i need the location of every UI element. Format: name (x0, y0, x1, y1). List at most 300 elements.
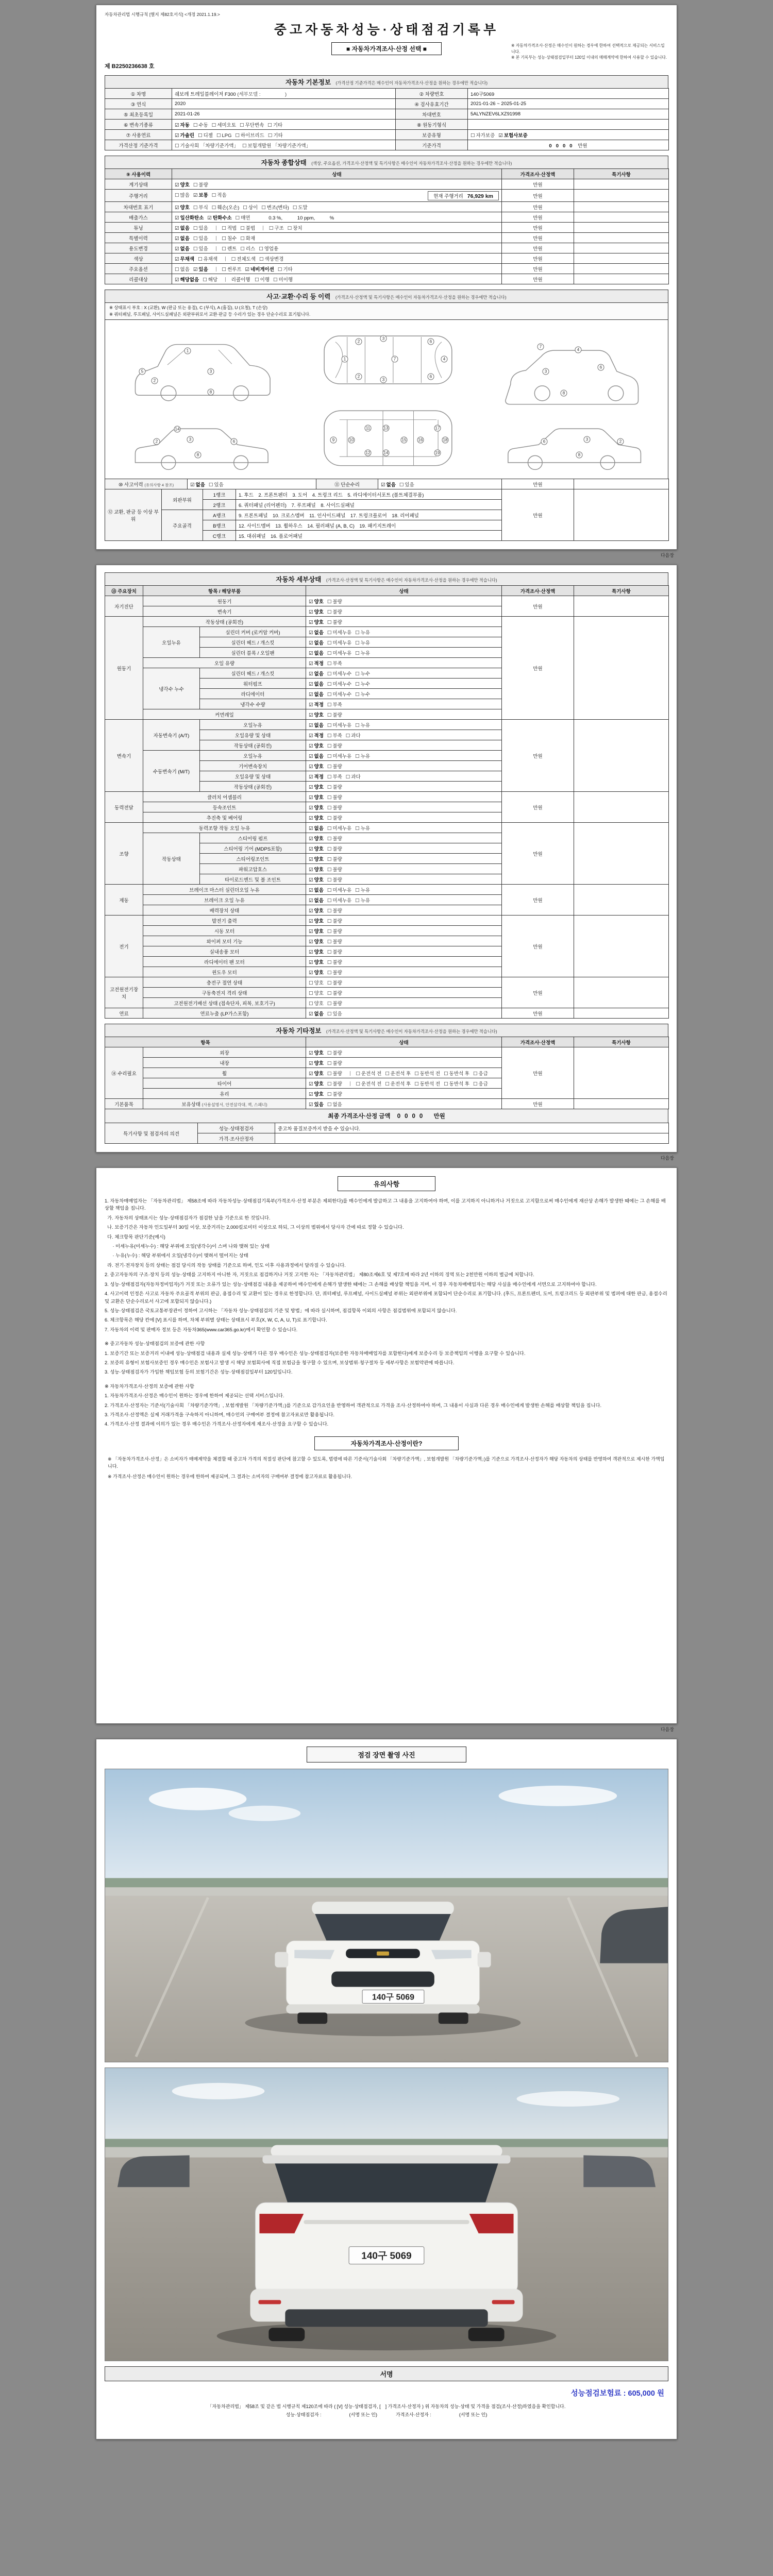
checkbox-checked[interactable]: ☑ 적정 (309, 702, 324, 708)
divider (225, 257, 226, 261)
panel-number-7: 7 (392, 356, 398, 363)
notice-line: 라. 전기·전자장치 등의 상태는 점검 당시의 작동 상태를 기준으로 하며, 인도 이후 사용과정에서 달라질 수 있습니다. (105, 1262, 346, 1268)
vin-mark-status (172, 202, 502, 212)
checkbox-unchecked[interactable]: ☐ 응급 (473, 1081, 488, 1087)
checkbox-checked[interactable]: ☑ 보통 (193, 192, 208, 198)
checkbox-unchecked[interactable]: ☐ 기타 (277, 266, 293, 273)
checkbox-unchecked[interactable]: ☐ 불량 (327, 856, 342, 862)
checkbox-checked[interactable]: ☑ 없음 (309, 671, 324, 677)
status-cell (306, 802, 502, 812)
engine-type-label: ⑧ 원동기형식 (396, 120, 468, 130)
checkbox-unchecked[interactable]: ☐ 미세누유 (327, 887, 352, 893)
checkbox-unchecked[interactable]: ☐ 부식 (193, 205, 208, 211)
status-cell (306, 679, 502, 689)
checkbox-unchecked[interactable]: ☐ 이행 (255, 277, 270, 283)
checkbox-unchecked[interactable]: ☐ 미세누유 (327, 630, 352, 636)
checkbox-unchecked[interactable]: ☐ 불량 (327, 939, 342, 945)
checkbox-unchecked[interactable]: ☐ 상이 (243, 205, 258, 211)
checkbox-checked[interactable]: ☑ 양호 (309, 949, 324, 955)
status-cell (306, 988, 502, 998)
checkbox-unchecked[interactable]: ☐ LPG (216, 132, 232, 139)
checkbox-unchecked[interactable]: ☐ 불량 (327, 805, 342, 811)
inspection-photo-rear (105, 2067, 668, 2361)
checkbox-unchecked[interactable]: ☐ 과다 (345, 774, 361, 780)
panel-number-6: 6 (231, 438, 238, 445)
checkbox-unchecked[interactable]: ☐ 렌트 (222, 246, 237, 252)
checkbox-unchecked[interactable]: ☐ 부족 (327, 660, 342, 667)
checkbox-unchecked[interactable]: ☐ 불량 (327, 836, 342, 842)
checkbox-checked[interactable]: ☑ 양호 (309, 1071, 324, 1077)
panel-number-1: 1 (184, 348, 191, 354)
panel-number-11: 11 (365, 425, 372, 432)
checkbox-unchecked[interactable]: ☐ 변조(변타) (261, 205, 289, 211)
notice-line: ※ 중고자동차 성능·상태점검의 보증에 관한 사항 (105, 1341, 205, 1347)
checkbox-unchecked[interactable]: ☐ 미세누수 (327, 671, 352, 677)
notice-line: · 미세누유(미세누수) : 해당 부위에 오일(냉각수)이 스며 나와 맺혀 있는 상태 (105, 1244, 270, 1249)
checkbox-checked[interactable]: ☑ 적정 (309, 660, 324, 667)
row-label: 브레이크 마스터 실린더오일 누유 (143, 885, 306, 895)
recall-sub-label: 리콜이행 (231, 277, 250, 283)
panel-number-3: 3 (208, 368, 214, 375)
header-notes (511, 43, 668, 61)
checkbox-checked[interactable]: ☑ 없음 (309, 887, 324, 893)
checkbox-checked[interactable]: ☑ 일산화탄소 (175, 215, 204, 221)
checkbox-unchecked[interactable]: ☐ 부족 (327, 733, 342, 739)
group-steering: 조향 (105, 823, 143, 885)
row-label: 추진축 및 베어링 (143, 812, 306, 823)
checkbox-unchecked[interactable]: ☐ 불량 (193, 182, 208, 188)
checkbox-unchecked[interactable]: ☐ 훼손(오손) (211, 205, 240, 211)
checkbox-unchecked[interactable]: ☐ 누유 (355, 753, 371, 759)
checkbox-unchecked[interactable]: ☐ 누유 (355, 897, 371, 904)
panel-number-14: 14 (174, 426, 181, 433)
checkbox-unchecked[interactable]: ☐ 동반석 후 (444, 1071, 469, 1077)
status-cell (306, 885, 502, 895)
checkbox-unchecked[interactable]: ☐ 동반석 전 (414, 1081, 441, 1087)
checkbox-unchecked[interactable]: ☐ 기타 (267, 132, 283, 139)
row-label: 윈도우 모터 (143, 967, 306, 977)
checkbox-unchecked[interactable]: ☐ 누유 (355, 722, 371, 728)
checkbox-unchecked[interactable]: ☐ 세미오토 (211, 122, 237, 128)
checkbox-checked[interactable]: ☑ 양호 (309, 846, 324, 852)
main-options-label: 주요옵션 (105, 264, 172, 274)
price-survey-select-box: ■ 자동차가격조사·산정 선택 ■ (331, 42, 442, 55)
checkbox-unchecked[interactable]: ☐ 불량 (327, 1091, 342, 1097)
row-label: 구동축전지 격리 상태 (143, 988, 306, 998)
checkbox-unchecked[interactable]: ☐ 불량 (327, 619, 342, 625)
checkbox-unchecked[interactable]: ☐ 불량 (327, 794, 342, 801)
section-subtitle: (가격조사·산정액 및 특기사항은 매수인이 자동차가격조사·산정을 원하는 경우에만 적습니다) (326, 1029, 497, 1035)
checkbox-checked[interactable]: ☑ 없음 (175, 246, 190, 252)
note-cell (574, 916, 669, 977)
row-label: 변속기 (143, 606, 306, 617)
notice-line: 5. 성능·상태점검은 국토교통부장관이 정하여 고시하는 「자동차 성능·상태점검의 기준 및 방법」에 따라 실시하며, 점검항목 이외의 사항은 점검범위에 포함되지 않습니다. (105, 1308, 457, 1313)
checkbox-checked[interactable]: ☑ 양호 (309, 867, 324, 873)
checkbox-unchecked[interactable]: ☐ 미세누유 (327, 722, 352, 728)
checkbox-unchecked[interactable]: ☐ 수동 (193, 122, 208, 128)
checkbox-checked[interactable]: ☑ 양호 (309, 1050, 324, 1056)
checkbox-unchecked[interactable]: ☐ 불량 (327, 877, 342, 883)
checkbox-unchecked[interactable]: ☐ 미세누유 (327, 825, 352, 832)
checkbox-unchecked[interactable]: ☐ 있음 (208, 482, 224, 488)
notice-line (105, 1335, 668, 1338)
emission-hc-value: 10 ppm, (297, 215, 315, 221)
panel-number-7: 7 (537, 344, 544, 350)
checkbox-checked[interactable]: ☑ 없음 (309, 753, 324, 759)
col-status: 상태 (306, 1037, 502, 1047)
checkbox-checked[interactable]: ☑ 양호 (309, 805, 324, 811)
status-cell (306, 1068, 502, 1078)
checkbox-unchecked[interactable]: ☐ 누유 (355, 887, 371, 893)
checkbox-checked[interactable]: ☑ 양호 (309, 764, 324, 770)
checkbox-unchecked[interactable]: ☐ 해당 (203, 277, 218, 283)
checkbox-checked[interactable]: ☑ 없음 (309, 640, 324, 646)
checkbox-checked[interactable]: ☑ 양호 (309, 619, 324, 625)
notices-title: 유의사항 (338, 1176, 435, 1191)
price-cell: 만원 (502, 479, 574, 489)
checkbox-unchecked[interactable]: ☐ 있음 (193, 225, 208, 231)
note-cell (574, 977, 669, 1008)
checkbox-unchecked[interactable]: ☐ 누유 (355, 640, 371, 646)
checkbox-unchecked[interactable]: ☐ 있음 (193, 246, 208, 252)
checkbox-unchecked[interactable]: ☐ 양호 (309, 990, 324, 996)
row-label: 동력조향 작동 오일 누유 (143, 823, 306, 833)
checkbox-checked[interactable]: ☑ 없음 (175, 235, 190, 242)
checkbox-checked[interactable]: ☑ 양호 (309, 794, 324, 801)
checkbox-unchecked[interactable]: ☐ 많음 (175, 192, 190, 198)
checkbox-unchecked[interactable]: ☐ 미세누유 (327, 897, 352, 904)
checkbox-unchecked[interactable]: ☐ 불량 (327, 599, 342, 605)
status-cell (306, 689, 502, 699)
rear-license-plate: 140구 5069 (361, 2250, 412, 2262)
part-label: 작동상태 (공회전) (200, 782, 306, 792)
checkbox-checked[interactable]: ☑ 보험사보증 (498, 132, 528, 139)
col-device: ⑬ 주요장치 (105, 586, 143, 596)
fuel-options (172, 130, 396, 140)
checkbox-checked[interactable]: ☑ 양호 (309, 599, 324, 605)
notice-line: 3. 성능·상태점검자가 가입한 책임보험 등의 보험기간은 성능·상태점검일부터 120일입니다. (105, 1369, 293, 1375)
section-subtitle: (가격산정 기준가격은 매수인이 자동차가격조사·산정을 원하는 경우에만 적습니다) (335, 80, 488, 86)
signature-statement (105, 2402, 668, 2419)
checkbox-unchecked[interactable]: ☐ 적법 (222, 225, 237, 231)
price-cell: 만원 (502, 823, 574, 885)
row-label: 등속조인트 (143, 802, 306, 812)
panel-number-18: 18 (442, 437, 449, 444)
checkbox-checked[interactable]: ☑ 없음 (190, 482, 205, 488)
checkbox-checked[interactable]: ☑ 양호 (309, 970, 324, 976)
checkbox-unchecked[interactable]: ☐ 누수 (355, 671, 371, 677)
checkbox-checked[interactable]: ☑ 없음 (381, 482, 396, 488)
notice-line: 1. 자동차매매업자는 「자동차관리법」 제58조에 따라 자동차성능·상태점검기록부(가격조사·산정 부분은 제외한다)를 매수인에게 발급하고 그 내용을 고지하여야 하며, 이를 고지하지 아니하거나 거짓으로 고지함으로써 매수인에게 재산상 손해가 발생한 때에는 그 손해를 배상할 책임을 집니다. (105, 1198, 666, 1211)
panel-number-2: 2 (617, 438, 624, 445)
checkbox-checked[interactable]: ☑ 없음 (175, 225, 190, 231)
checkbox-unchecked[interactable]: ☐ 영업용 (259, 246, 279, 252)
note-cell (574, 190, 669, 202)
notice-line: ※ 자동차가격조사·산정의 보증에 관한 사항 (105, 1383, 194, 1389)
col-note: 특기사항 (574, 586, 669, 596)
price-cell: 만원 (502, 243, 574, 253)
panel-main-info (96, 5, 677, 550)
warranty-options (468, 130, 669, 140)
panel-number-12: 12 (365, 450, 372, 456)
checkbox-unchecked[interactable]: ☐ 불량 (327, 1060, 342, 1066)
checkbox-checked[interactable]: ☑ 있음 (309, 1101, 324, 1108)
checkbox-checked[interactable]: ☑ 양호 (309, 1081, 324, 1087)
checkbox-unchecked[interactable]: ☐ 불량 (327, 949, 342, 955)
accident-history-status (188, 479, 316, 489)
checkbox-checked[interactable]: ☑ 양호 (309, 959, 324, 965)
checkbox-unchecked[interactable]: ☐ 부족 (327, 774, 342, 780)
checkbox-checked[interactable]: ☑ 없음 (309, 681, 324, 687)
checkbox-unchecked[interactable]: ☐ 있음 (399, 482, 414, 488)
price-cell: 만원 (502, 233, 574, 243)
checkbox-unchecked[interactable]: ☐ 구조 (268, 225, 284, 231)
note-cell (574, 202, 669, 212)
checkbox-unchecked[interactable]: ☐ 불량 (327, 1001, 342, 1007)
checkbox-unchecked[interactable]: ☐ 불량 (327, 959, 342, 965)
checkbox-checked[interactable]: ☑ 양호 (309, 743, 324, 749)
checkbox-unchecked[interactable]: ☐ 있음 (193, 235, 208, 242)
checkbox-unchecked[interactable]: ☐ 불량 (327, 712, 342, 718)
row-label: 오일누유 (143, 627, 200, 658)
checkbox-checked[interactable]: ☑ 탄화수소 (207, 215, 232, 221)
checkbox-checked[interactable]: ☑ 가솔린 (175, 132, 195, 139)
exchange-label: ⑫ 교환, 판금 등 이상 부위 (105, 489, 162, 541)
panel-number-4: 4 (441, 356, 448, 363)
checkbox-unchecked[interactable]: ☐ 디젤 (198, 132, 213, 139)
checkbox-unchecked[interactable]: ☐ 불량 (327, 764, 342, 770)
checkbox-checked[interactable]: ☑ 없음 (309, 650, 324, 656)
price-cell: 만원 (502, 264, 574, 274)
checkbox-checked[interactable]: ☑ 양호 (309, 918, 324, 924)
car-diagram (105, 320, 668, 479)
checkbox-unchecked[interactable]: ☐ 도말 (292, 205, 308, 211)
status-cell (306, 823, 502, 833)
checkbox-unchecked[interactable]: ☐ 응급 (473, 1071, 488, 1077)
checkbox-unchecked[interactable]: ☐ 보험개발원 「차량기준가액」 (242, 143, 311, 149)
section-title: 자동차 기타정보 (276, 1027, 322, 1035)
checkbox-unchecked[interactable]: ☐ 운전석 전 (356, 1081, 382, 1087)
panel-number-19: 19 (434, 450, 441, 456)
checkbox-unchecked[interactable]: ☐ 썬루프 (222, 266, 242, 273)
checkbox-unchecked[interactable]: ☐ 누수 (355, 691, 371, 698)
rank1-label: 1랭크 (203, 489, 236, 500)
checkbox-unchecked[interactable]: ☐ 미이행 (273, 277, 293, 283)
checkbox-unchecked[interactable]: ☐ 기타 (267, 122, 283, 128)
checkbox-unchecked[interactable]: ☐ 적음 (211, 192, 227, 198)
checkbox-unchecked[interactable]: ☐ 없음 (327, 1101, 342, 1108)
checkbox-unchecked[interactable]: ☐ 과다 (345, 733, 361, 739)
panel-notices (96, 1167, 677, 1724)
checkbox-checked[interactable]: ☑ 양호 (309, 877, 324, 883)
price-cell: 만원 (502, 1008, 574, 1019)
checkbox-checked[interactable]: ☑ 있음 (193, 266, 208, 273)
notice-line: 1. 자동차가격조사·산정은 매수인이 원하는 경우에 한하여 제공되는 선택 서비스입니다. (105, 1393, 284, 1399)
checkbox-checked[interactable]: ☑ 양호 (175, 205, 190, 211)
checkbox-checked[interactable]: ☑ 없음 (309, 691, 324, 698)
checkbox-unchecked[interactable]: ☐ 불량 (327, 928, 342, 935)
panel-number-8: 8 (576, 452, 583, 459)
checkbox-unchecked[interactable]: ☐ 전체도색 (231, 256, 256, 262)
note-cell (574, 792, 669, 823)
group-fuel: 연료 (105, 1008, 143, 1019)
checkbox-checked[interactable]: ☑ 양호 (309, 712, 324, 718)
appraiser-opinion-value (275, 1133, 669, 1144)
checkbox-unchecked[interactable]: ☐ 하이브리드 (235, 132, 264, 139)
panel-number-16: 16 (417, 437, 424, 444)
color-label: 색상 (105, 253, 172, 264)
checkbox-unchecked[interactable]: ☐ 불법 (240, 225, 256, 231)
panel-number-3: 3 (584, 436, 591, 443)
checkbox-unchecked[interactable]: ☐ 동반석 전 (414, 1071, 441, 1077)
note-cell (574, 274, 669, 284)
checkbox-unchecked[interactable]: ☐ 양호 (309, 980, 324, 986)
first-reg-value: 2021-01-26 (172, 109, 396, 120)
final-price-value: 0000 (397, 1113, 427, 1120)
checkbox-unchecked[interactable]: ☐ 미세누유 (327, 650, 352, 656)
checkbox-unchecked[interactable]: ☐ 매연 (235, 215, 250, 221)
checkbox-unchecked[interactable]: ☐ 있음 (327, 1011, 342, 1017)
checkbox-unchecked[interactable]: ☐ 누유 (355, 650, 371, 656)
next-page-marker: 다음장 (660, 553, 674, 558)
panel-photos-signature (96, 1739, 677, 2439)
panel-number-3: 3 (380, 377, 387, 383)
checkbox-checked[interactable]: ☑ 없음 (309, 825, 324, 832)
checkbox-checked[interactable]: ☑ 해당없음 (175, 277, 199, 283)
checkbox-unchecked[interactable]: ☐ 불량 (327, 980, 342, 986)
checkbox-unchecked[interactable]: ☐ 침수 (222, 235, 237, 242)
checkbox-unchecked[interactable]: ☐ 운전석 후 (385, 1081, 411, 1087)
checkbox-checked[interactable]: ☑ 없음 (309, 897, 324, 904)
checkbox-checked[interactable]: ☑ 없음 (309, 1011, 324, 1017)
checkbox-unchecked[interactable]: ☐ 불량 (327, 1050, 342, 1056)
checkbox-checked[interactable]: ☑ 자동 (175, 122, 190, 128)
checkbox-unchecked[interactable]: ☐ 무단변속 (240, 122, 264, 128)
notices-body (105, 1197, 668, 1428)
note-cell (574, 1008, 669, 1019)
checkbox-unchecked[interactable]: ☐ 불량 (327, 1071, 342, 1077)
checkbox-unchecked[interactable]: ☐ 불량 (327, 867, 342, 873)
checkbox-unchecked[interactable]: ☐ 리스 (240, 246, 256, 252)
checkbox-unchecked[interactable]: ☐ 누유 (355, 825, 371, 832)
checkbox-checked[interactable]: ☑ 양호 (309, 609, 324, 615)
checkbox-checked[interactable]: ☑ 양호 (309, 836, 324, 842)
note-cell (574, 596, 669, 617)
checkbox-unchecked[interactable]: ☐ 양호 (309, 1001, 324, 1007)
photos-title: 점검 장면 촬영 사진 (307, 1747, 466, 1762)
checkbox-checked[interactable]: ☑ 양호 (309, 1060, 324, 1066)
usage-change-label: 용도변경 (105, 243, 172, 253)
checkbox-unchecked[interactable]: ☐ 불량 (327, 815, 342, 821)
emission-co-value: 0.3 %, (268, 215, 283, 221)
etc-info-table (105, 1037, 669, 1109)
row-label: 작동상태 (공회전) (143, 617, 306, 627)
checkbox-unchecked[interactable]: ☐ 운전석 후 (385, 1071, 411, 1077)
usage-change-status (172, 243, 502, 253)
checkbox-checked[interactable]: ☑ 네비게이션 (245, 266, 274, 273)
emission-label: 배출가스 (105, 212, 172, 223)
part-label: 스티어링 펌프 (200, 833, 306, 843)
checkbox-unchecked[interactable]: ☐ 유채색 (198, 256, 218, 262)
checkbox-unchecked[interactable]: ☐ 운전석 전 (356, 1071, 382, 1077)
diagram-legend (105, 302, 668, 320)
status-cell (306, 977, 502, 988)
checkbox-checked[interactable]: ☑ 없음 (309, 630, 324, 636)
checkbox-unchecked[interactable]: ☐ 미세누유 (327, 640, 352, 646)
checkbox-unchecked[interactable]: ☐ 부족 (327, 702, 342, 708)
price-cell: 만원 (502, 489, 574, 541)
checkbox-unchecked[interactable]: ☐ 기술사회 「차량기준가액」 (175, 143, 239, 149)
section-header-detail (105, 572, 668, 586)
rankB-label: B랭크 (203, 520, 236, 531)
price-cell: 만원 (502, 885, 574, 916)
price-cell: 만원 (502, 212, 574, 223)
checkbox-unchecked[interactable]: ☐ 미세누수 (327, 681, 352, 687)
price-cell: 만원 (502, 1099, 574, 1109)
part-label: 실린더 헤드 / 개스킷 (200, 637, 306, 648)
reg-number-value: 140구5069 (468, 89, 669, 99)
checkbox-unchecked[interactable]: ☐ 자가보증 (470, 132, 495, 139)
panel-number-1: 1 (342, 356, 348, 363)
checkbox-checked[interactable]: ☑ 양호 (309, 1091, 324, 1097)
checkbox-unchecked[interactable]: ☐ 동반석 후 (444, 1081, 469, 1087)
checkbox-checked[interactable]: ☑ 무채색 (175, 256, 195, 262)
checkbox-checked[interactable]: ☑ 양호 (175, 182, 190, 188)
checkbox-checked[interactable]: ☑ 양호 (309, 784, 324, 790)
row-label: 오일 유량 (143, 658, 306, 668)
checkbox-unchecked[interactable]: ☐ 불량 (327, 1081, 342, 1087)
checkbox-unchecked[interactable]: ☐ 불량 (327, 970, 342, 976)
checkbox-unchecked[interactable]: ☐ 불량 (327, 918, 342, 924)
checkbox-unchecked[interactable]: ☐ 누유 (355, 630, 371, 636)
checkbox-unchecked[interactable]: ☐ 색상변경 (259, 256, 284, 262)
checkbox-checked[interactable]: ☑ 양호 (309, 939, 324, 945)
status-cell (306, 699, 502, 709)
panel-number-8: 8 (561, 390, 567, 397)
price-base-label: 가격산정 기준가격 (105, 140, 172, 150)
panel-number-3: 3 (380, 335, 387, 342)
checkbox-checked[interactable]: ☑ 양호 (309, 908, 324, 914)
rank1-items: 1. 후드 2. 프론트펜더 3. 도어 4. 트렁크 리드 5. 라디에이터서포트 (볼트체결부품) (236, 489, 502, 500)
checkbox-unchecked[interactable]: ☐ 없음 (175, 266, 190, 273)
document-number: 제 B2250236638 호 (105, 63, 155, 70)
checkbox-unchecked[interactable]: ☐ 불량 (327, 743, 342, 749)
checkbox-checked[interactable]: ☑ 적정 (309, 733, 324, 739)
checkbox-unchecked[interactable]: ☐ 불량 (327, 784, 342, 790)
checkbox-checked[interactable]: ☑ 적정 (309, 774, 324, 780)
checkbox-unchecked[interactable]: ☐ 불량 (327, 609, 342, 615)
checkbox-unchecked[interactable]: ☐ 장치 (287, 225, 303, 231)
group-selfdiag: 자기진단 (105, 596, 143, 617)
price-survey-info-body-2: ※ 가격조사·산정은 매수인이 원하는 경우에 한하여 제공되며, 그 결과는 소비자의 구매여부 결정에 참고자료로 활용됩니다. (108, 1473, 352, 1479)
checkbox-unchecked[interactable]: ☐ 불량 (327, 846, 342, 852)
checkbox-checked[interactable]: ☑ 양호 (309, 815, 324, 821)
checkbox-unchecked[interactable]: ☐ 미세누유 (327, 753, 352, 759)
final-price-row (105, 1109, 668, 1123)
warranty-label: 보증유형 (396, 130, 468, 140)
checkbox-unchecked[interactable]: ☐ 불량 (327, 908, 342, 914)
checkbox-checked[interactable]: ☑ 없음 (309, 722, 324, 728)
inspector-opinion-value: 중고차 품질보증까지 받을 수 있습니다. (275, 1123, 669, 1133)
checkbox-unchecked[interactable]: ☐ 화재 (240, 235, 256, 242)
checkbox-checked[interactable]: ☑ 양호 (309, 928, 324, 935)
checkbox-unchecked[interactable]: ☐ 불량 (327, 990, 342, 996)
checkbox-unchecked[interactable]: ☐ 미세누수 (327, 691, 352, 698)
checkbox-unchecked[interactable]: ☐ 누수 (355, 681, 371, 687)
part-label: 실린더 블록 / 오일팬 (200, 648, 306, 658)
header-note-2: ※ 본 기록부는 성능·상태점검일부터 120일 이내의 매매계약에 한하여 사용할 수 있습니다. (511, 55, 667, 60)
checkbox-checked[interactable]: ☑ 양호 (309, 856, 324, 862)
